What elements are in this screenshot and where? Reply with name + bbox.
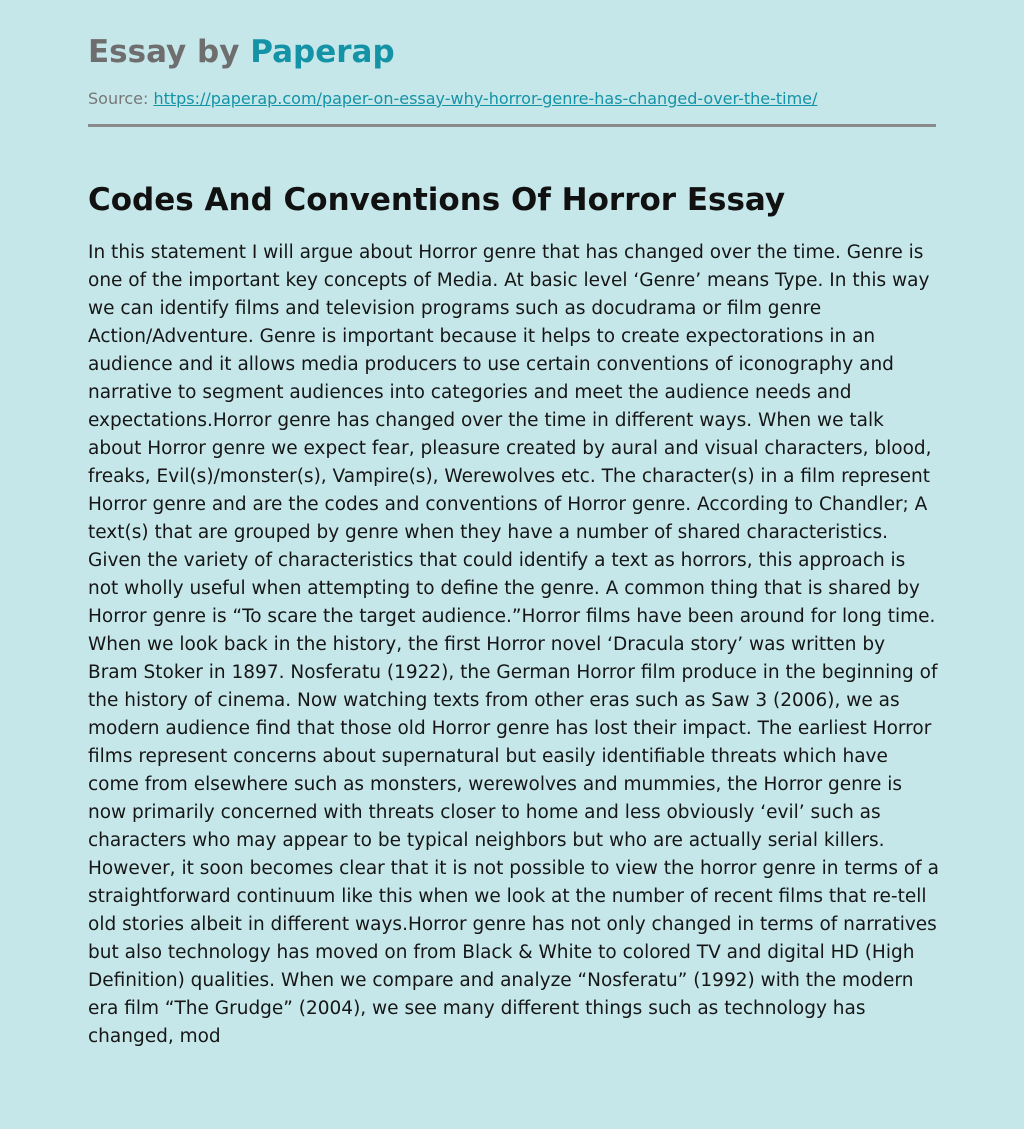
header-divider [88, 124, 936, 127]
source-link[interactable]: https://paperap.com/paper-on-essay-why-horror-genre-has-changed-over-the-time/ [153, 89, 818, 108]
essay-title: Codes And Conventions Of Horror Essay [88, 182, 786, 218]
brand-name: Paperap [250, 34, 395, 70]
site-brand [88, 30, 395, 74]
brand-prefix: Essay by [88, 34, 240, 70]
source-label: Source: [88, 89, 149, 108]
source-line [88, 88, 817, 110]
essay-body: In this statement I will argue about Horror genre that has changed over the time. Genre is one of the important key concepts of Media. At basic level ‘Genre’ means Type. In this way we can identify films and television programs such as docudrama or film genre Action/Adventure. Genre is important because it helps to create expectorations in an audience and it allows media producers to use certain conventions of iconography and narrative to segment audiences into categories and meet the audience needs and expectations.Horror genre has changed over the time in different ways. When we talk about Horror genre we expect fear, pleasure created by aural and visual characters, blood, freaks, Evil(s)/monster(s), Vampire(s), Werewolves etc. The character(s) in a film represent Horror genre and are the codes and conventions of Horror genre. According to Chandler; A text(s) that are grouped by genre when they have a number of shared characteristics. Given the variety of characteristics that could identify a text as horrors, this approach is not wholly useful when attempting to define the genre. A common thing that is shared by Horror genre is “To scare the target audience.”Horror films have been around for long time. When we look back in the history, the first Horror novel ‘Dracula story’ was written by Bram Stoker in 1897. Nosferatu (1922), the German Horror film produce in the beginning of the history of cinema. Now watching texts from other eras such as Saw 3 (2006), we as modern audience find that those old Horror genre has lost their impact. The earliest Horror films represent concerns about supernatural but easily identifiable threats which have come from elsewhere such as monsters, werewolves and mummies, the Horror genre is now primarily concerned with threats closer to home and less obviously ‘evil’ such as characters who may appear to be typical neighbors but who are actually serial killers. However, it soon becomes clear that it is not possible to view the horror genre in terms of a straightforward continuum like this when we look at the number of recent films that re-tell old stories albeit in different ways.Horror genre has not only changed in terms of narratives but also technology has moved on from Black & White to colored TV and digital HD (High Definition) qualities. When we compare and analyze “Nosferatu” (1992) with the modern era film “The Grudge” (2004), we see many different things such as technology has changed, mod [88, 242, 939, 1047]
